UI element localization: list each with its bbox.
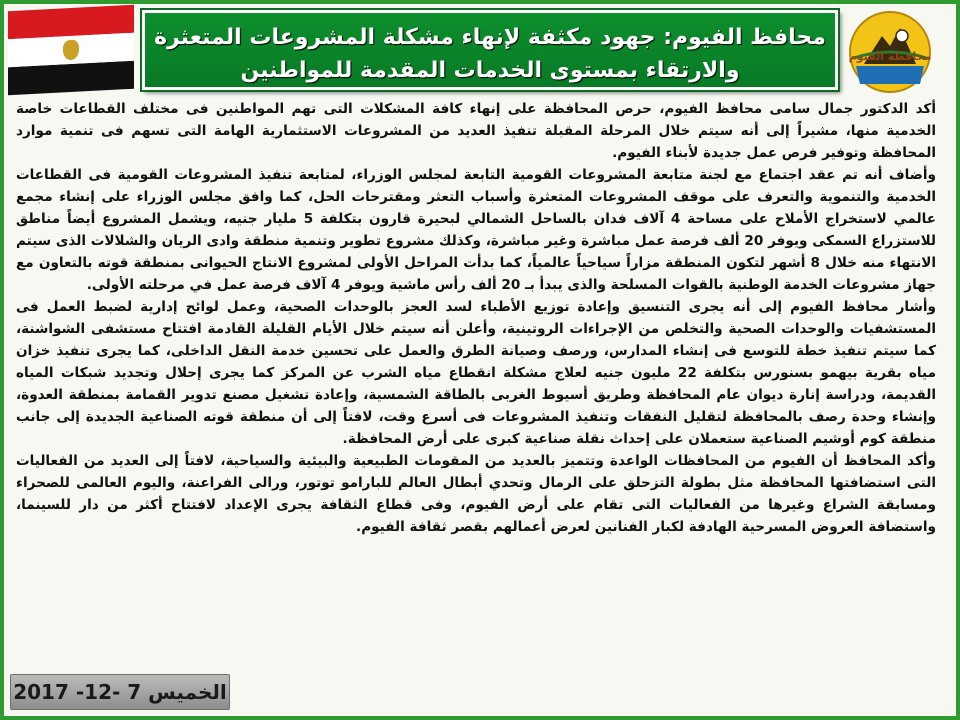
date-text: الخميس 7 -12- 2017 bbox=[13, 680, 227, 704]
headline-line-1: محافظ الفيوم: جهود مكثفة لإنهاء مشكلة المشروعات المتعثرة bbox=[154, 25, 826, 50]
headline-line-2: والارتقاء بمستوى الخدمات المقدمة للمواطنين bbox=[240, 58, 740, 83]
article-paragraph-2: وأضاف أنه تم عقد اجتماع مع لجنة متابعة المشروعات القومية التابعة لمجلس الوزراء، لمتابعة تنفيذ المشروعات القومية فى القطاعات الخدمية والتنموية والتعرف على موقف المشروعات المتعثرة وأسباب التعثر ومقترحات الحل، كما وافق مجلس الوزراء على إنشاء مجمع عالمي لاستخراج الأملاح على مساحة 4 آلاف فدان بالساحل الشمالي لبحيرة قارون بتكلفة 5 مليار جنيه، ويشمل المشروع أيضاً مناطق للاستزراع السمكى ويوفر 20 ألف فرصة عمل مباشرة وغير مباشرة، وكذلك مشروع تطوير وتنمية منطقة وادى الريان والشلالات الذى سيتم الانتهاء منه خلال 8 أشهر لتكون المنطقة مزاراً سياحياً عالمياً، كما بدأت المراحل الأولى لمشروع الانتاج الحيوانى بمنطقة قوته بالتعاون مع جهاز مشروعات الخدمة الوطنية بالقوات المسلحة والذى يبدأ بـ 20 ألف رأس ماشية ويوفر 4 آلاف فرصة عمل في مرحلته الأولى. bbox=[16, 167, 936, 293]
article-paragraph-4: وأكد المحافظ أن الفيوم من المحافظات الواعدة وتتميز بالعديد من المقومات الطبيعية والبيئية والسياحية، لافتاً إلى العديد من الفعاليات التى استضافتها المحافظة مثل بطولة التزحلق على الرمال وتحدي أبطال العالم للبارامو توتور، ورالى الفراعنة، واليوم العالمى للصحراء ومسابقة الشراع وغيرها من الفعاليات التى تقام على أرض الفيوم، وفى قطاع الثقافة يجرى الإعداد لافتتاح أكثر من دار للسينما، واستضافة العروض المسرحية الهادفة لكبار الفنانين لعرض أعمالهم بقصر ثقافة الفيوم. bbox=[16, 453, 936, 535]
eagle-emblem-icon bbox=[63, 40, 79, 61]
article-body bbox=[16, 98, 936, 670]
logo-text: محافظة الفيوم bbox=[848, 50, 932, 63]
article-paragraph-1: أكد الدكتور جمال سامى محافظ الفيوم، حرص المحافظة على إنهاء كافة المشكلات التى تهم المواطنين فى مختلف القطاعات خاصة الخدمية منها، مشيراً إلى أنه سيتم خلال المرحلة المقبلة تنفيذ العديد من المشروعات الاستثمارية الهامة التى تسهم فى تنمية موارد المحافظة وتوفير فرص عمل جديدة لأبناء الفيوم. bbox=[16, 101, 936, 161]
fayoum-governorate-logo bbox=[842, 6, 938, 98]
article-paragraph-3: وأشار محافظ الفيوم إلى أنه يجرى التنسيق وإعادة توزيع الأطباء لسد العجز بالوحدات الصحية، وعمل لوائح إدارية لضبط العمل فى المستشفيات والوحدات الصحية والتخلص من الإجراءات الروتينية، وأعلن أنه سيتم خلال الأيام القليلة القادمة افتتاح مستشفى الشواشنة، كما سيتم تنفيذ خطة للتوسع فى إنشاء المدارس، ورصف وصيانة الطرق والعمل على تحسين خدمة النقل الداخلى، كما يجرى تنفيذ خزان مياه بقرية بيهمو بسنورس بتكلفة 22 مليون جنيه لعلاج مشكلة انقطاع مياه الشرب عن المركز كما يجرى إحلال وتجديد شبكات المياه القديمة، ودراسة إنارة ديوان عام المحافظة وطريق أسيوط الغربى بالطاقة الشمسية، وإعادة تشغيل مصنع تدوير القمامة بمنطقة العدوة، وإنشاء وحدة رصف بالمحافظة لتقليل النفقات وتنفيذ المشروعات فى أسرع وقت، لافتاً إلى أن منطقة قوته الصناعية الجديدة إلى جانب منطقة كوم أوشيم الصناعية ستعملان على إحداث نقلة صناعية كبرى على أرض المحافظة. bbox=[16, 299, 936, 447]
date-badge bbox=[10, 674, 230, 710]
egypt-flag-icon bbox=[8, 5, 134, 96]
headline-banner bbox=[142, 10, 838, 90]
